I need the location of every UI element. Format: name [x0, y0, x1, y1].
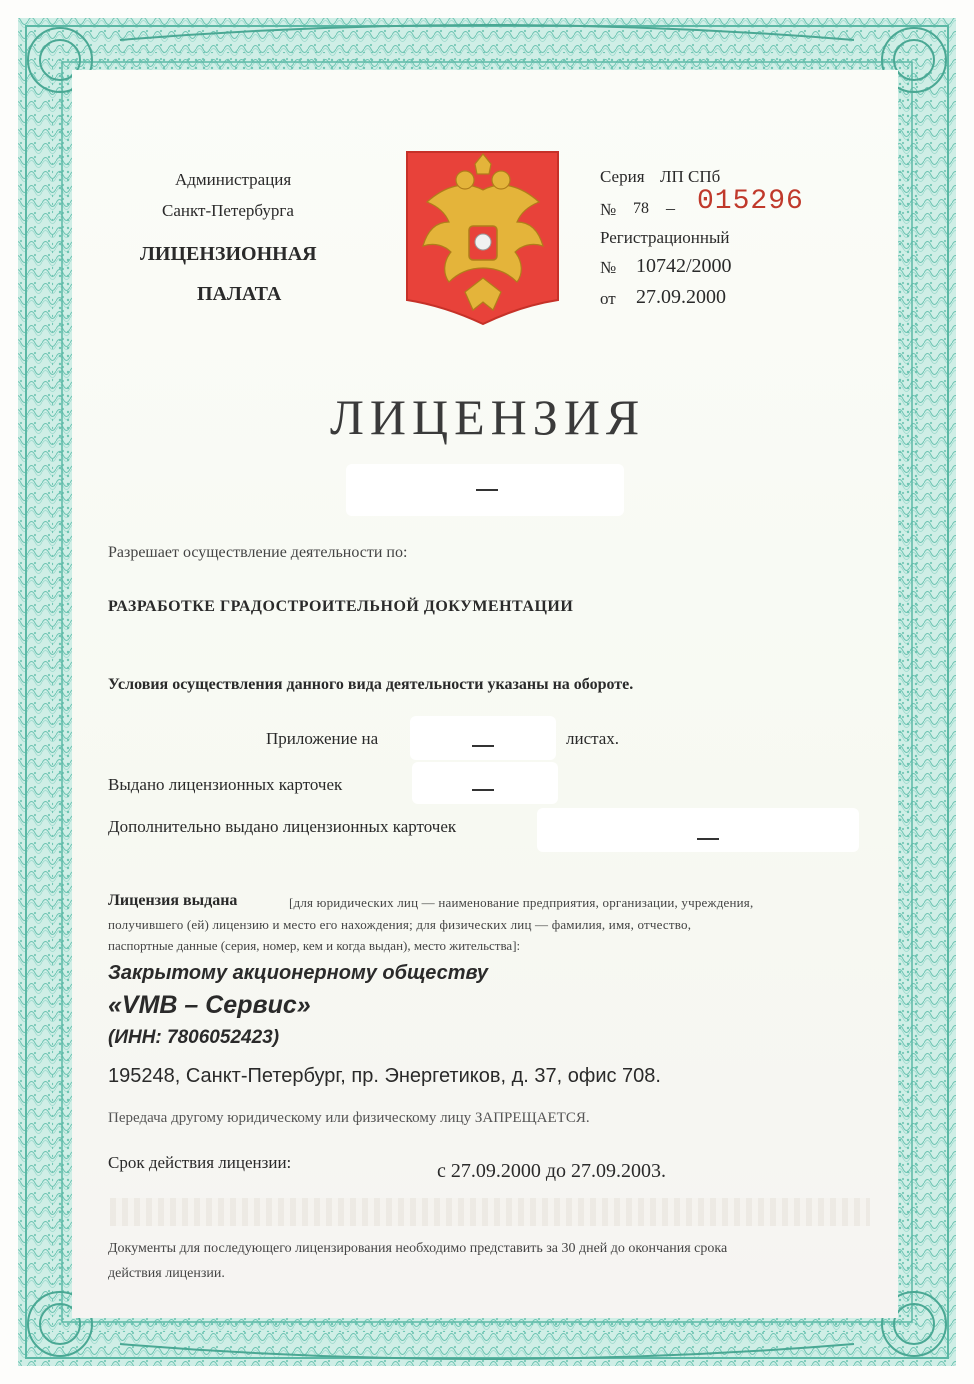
registration-date: 27.09.2000 — [636, 286, 726, 308]
chamber-line2: ПАЛАТА — [197, 283, 282, 305]
authority-line1: Администрация — [175, 170, 292, 189]
footer-line1: Документы для последующего лицензирования необходимо представить за 30 дней до окончания срока — [108, 1241, 728, 1256]
holder-company-name: «VMB – Сервис» — [108, 991, 311, 1019]
watermark-band — [110, 1198, 870, 1226]
issued-note-line3: паспортные данные (серия, номер, кем и когда выдан), место жительства]: — [108, 938, 521, 953]
blank-dash — [476, 489, 498, 491]
appendix-label: Приложение на — [266, 729, 379, 748]
issued-label: Лицензия выдана — [108, 892, 238, 909]
validity-label: Срок действия лицензии: — [108, 1153, 292, 1172]
issued-note-line1: [для юридических лиц — наименование предприятия, организации, учреждения, — [289, 895, 754, 910]
appendix-sheets-blank — [410, 716, 556, 760]
blank-dash — [472, 745, 494, 747]
license-serial-number: 015296 — [697, 186, 804, 217]
chamber-line1: ЛИЦЕНЗИОННАЯ — [140, 243, 317, 265]
footer-line2: действия лицензии. — [108, 1266, 225, 1281]
blank-dash — [472, 789, 494, 791]
cards-count-blank — [412, 762, 558, 804]
number-region: 78 — [633, 200, 649, 217]
number-prefix: № — [600, 200, 617, 219]
appendix-suffix: листах. — [566, 729, 620, 748]
transfer-note: Передача другому юридическому или физическому лицу ЗАПРЕЩАЕТСЯ. — [108, 1110, 590, 1126]
coat-of-arms-emblem — [405, 150, 560, 326]
registration-date-prefix: от — [600, 289, 616, 308]
registration-number: 10742/2000 — [636, 255, 732, 277]
cards-label: Выдано лицензионных карточек — [108, 775, 343, 794]
holder-inn: (ИНН: 7806052423) — [108, 1027, 280, 1048]
document-title: ЛИЦЕНЗИЯ — [330, 389, 646, 445]
issued-note-line2: получившего (ей) лицензию и место его нахождения; для физических лиц — фамилия, имя, отчество, — [108, 917, 692, 932]
holder-address: 195248, Санкт-Петербург, пр. Энергетиков, д. 37, офис 708. — [108, 1065, 661, 1087]
conditions-note: Условия осуществления данного вида деятельности указаны на обороте. — [108, 676, 634, 693]
registration-label: Регистрационный — [600, 228, 730, 247]
permits-label: Разрешает осуществление деятельности по: — [108, 544, 408, 561]
authority-line2: Санкт-Петербурга — [162, 201, 294, 220]
activity-type: РАЗРАБОТКЕ ГРАДОСТРОИТЕЛЬНОЙ ДОКУМЕНТАЦИИ — [108, 598, 574, 615]
series-label: Серия — [600, 167, 645, 186]
extra-cards-blank — [537, 808, 859, 852]
extra-cards-label: Дополнительно выдано лицензионных карточек — [108, 817, 457, 836]
number-separator: – — [666, 198, 675, 218]
registration-prefix: № — [600, 258, 617, 277]
validity-period: с 27.09.2000 до 27.09.2003. — [437, 1160, 667, 1182]
holder-line1: Закрытому акционерному обществу — [108, 962, 488, 984]
blank-dash — [697, 838, 719, 840]
series-value: ЛП СПб — [660, 167, 721, 186]
